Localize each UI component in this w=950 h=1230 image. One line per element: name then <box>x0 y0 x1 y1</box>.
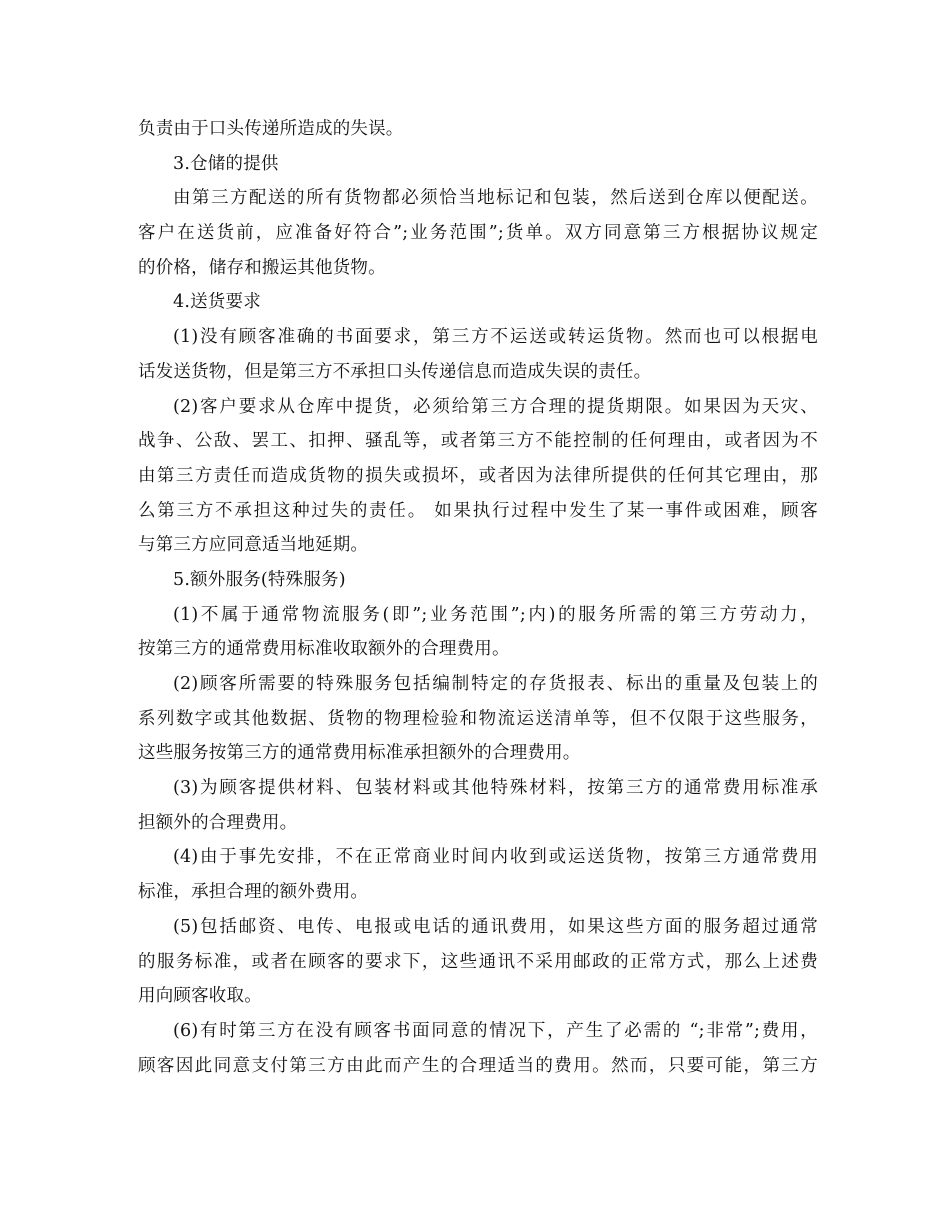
text-line: 负责由于口头传递所造成的失误。 <box>138 119 404 139</box>
section-heading: 4.送货要求 <box>173 292 261 313</box>
text-line: 按第三方的通常费用标准收取额外的合理费用。 <box>138 639 510 660</box>
text-line: 么第三方不承担这种过失的责任。 如果执行过程中发生了某一事件或困难，顾客 <box>138 500 818 521</box>
text-line: (4)由于事先安排，不在正常商业时间内收到或运送货物，按第三方通常费用 <box>173 847 818 868</box>
text-line: 用向顾客收取。 <box>138 986 262 1007</box>
text-line: 标准，承担合理的额外费用。 <box>138 882 369 903</box>
text-line: 担额外的合理费用。 <box>138 812 298 833</box>
text-line: 的价格，储存和搬运其他货物。 <box>138 257 386 278</box>
text-line: 这些服务按第三方的通常费用标准承担额外的合理费用。 <box>138 743 581 764</box>
text-line: (2)顾客所需要的特殊服务包括编制特定的存货报表、标出的重量及包装上的 <box>173 674 818 694</box>
text-line: (5)包括邮资、电传、电报或电话的通讯费用，如果这些方面的服务超过通常 <box>173 916 818 937</box>
text-line: (1)没有顾客准确的书面要求，第三方不运送或转运货物。然而也可以根据电 <box>173 327 818 348</box>
text-line: 的服务标准，或者在顾客的要求下，这些通讯不采用邮政的正常方式，那么上述费 <box>138 951 818 972</box>
text-line: (1)不属于通常物流服务(即”;业务范围”;内)的服务所需的第三方劳动力， <box>173 604 818 625</box>
text-line: 系列数字或其他数据、货物的物理检验和物流运送清单等，但不仅限于这些服务， <box>138 708 818 729</box>
section-heading: 5.额外服务(特殊服务) <box>173 569 346 590</box>
text-line: 战争、公敌、罢工、扣押、骚乱等，或者第三方不能控制的任何理由，或者因为不 <box>138 431 818 452</box>
text-line: (6)有时第三方在没有顾客书面同意的情况下，产生了必需的 “;非常”;费用， <box>173 1020 818 1041</box>
text-line: (2)客户要求从仓库中提货，必须给第三方合理的提货期限。如果因为天灾、 <box>173 396 818 417</box>
text-line: 顾客因此同意支付第三方由此而产生的合理适当的费用。然而，只要可能，第三方 <box>138 1055 818 1076</box>
section-heading: 3.仓储的提供 <box>173 153 279 174</box>
text-line: 由第三方配送的所有货物都必须恰当地标记和包装，然后送到仓库以便配送。 <box>173 188 818 209</box>
text-line: 与第三方应同意适当地延期。 <box>138 535 369 556</box>
document-body <box>138 112 818 1083</box>
text-line: 话发送货物，但是第三方不承担口头传递信息而造成失误的责任。 <box>138 361 652 382</box>
text-line: 客户在送货前，应准备好符合”;业务范围”;货单。双方同意第三方根据协议规定 <box>138 223 818 244</box>
text-line: 由第三方责任而造成货物的损失或损坏，或者因为法律所提供的任何其它理由，那 <box>138 465 818 486</box>
text-line: (3)为顾客提供材料、包装材料或其他特殊材料，按第三方的通常费用标准承 <box>173 778 818 799</box>
